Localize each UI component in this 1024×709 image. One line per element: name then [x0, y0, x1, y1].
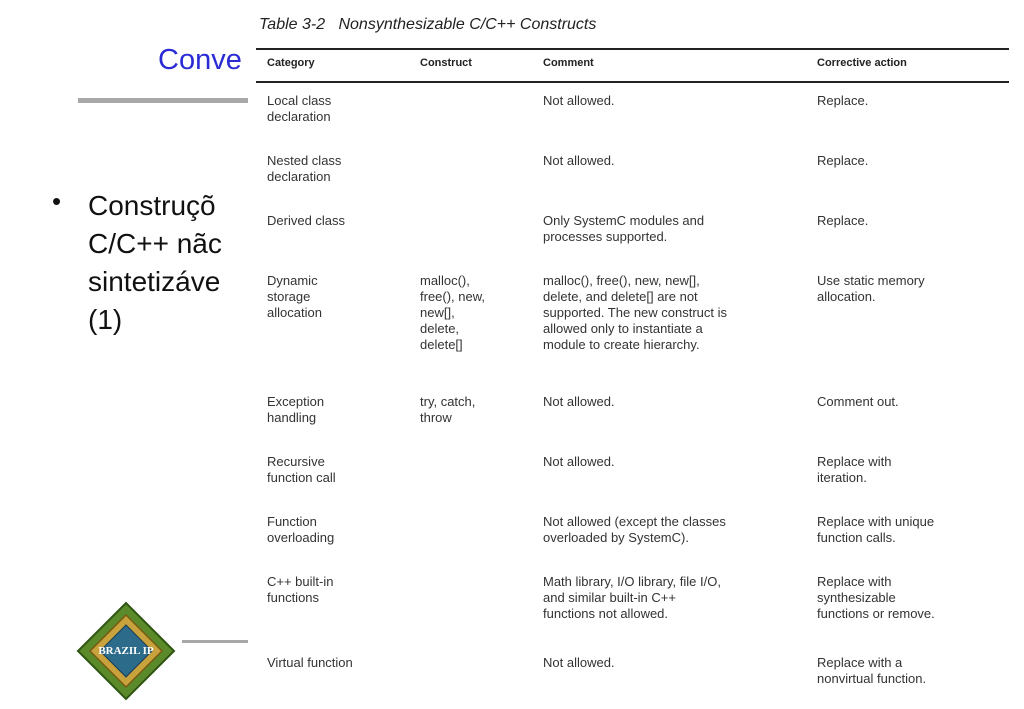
cell-corrective-action: Replace with unique function calls. [817, 514, 935, 545]
table-panel [248, 0, 1024, 709]
cell-category: Local class declaration [267, 93, 332, 124]
cell-category: Derived class [267, 213, 346, 228]
cell-corrective-action: Replace. [817, 93, 869, 108]
cell-comment: Only SystemC modules and processes supported. [543, 213, 705, 244]
brazil-ip-logo [76, 601, 176, 701]
cell-category: C++ built-in functions [267, 574, 334, 605]
table-header-rule [256, 81, 1009, 83]
cell-comment: Not allowed. [543, 394, 615, 409]
cell-comment: Not allowed. [543, 93, 615, 108]
cell-construct: try, catch, throw [420, 394, 476, 425]
cell-comment: Not allowed (except the classes overloaded by SystemC). [543, 514, 726, 545]
cell-category: Virtual function [267, 655, 353, 670]
table-top-rule [256, 48, 1009, 50]
cell-comment: malloc(), free(), new, new[], delete, and delete[] are not supported. The new construct is allowed only to instantiate a module to create hierarchy. [543, 273, 728, 352]
cell-corrective-action: Replace. [817, 153, 869, 168]
cell-comment: Not allowed. [543, 655, 615, 670]
slide-title: Conve [158, 44, 242, 76]
cell-category: Function overloading [267, 514, 335, 545]
cell-category: Dynamic storage allocation [267, 273, 322, 320]
cell-category: Exception handling [267, 394, 325, 425]
cell-category: Nested class declaration [267, 153, 342, 184]
cell-corrective-action: Replace with a nonvirtual function. [817, 655, 927, 686]
cell-corrective-action: Replace. [817, 213, 869, 228]
cell-comment: Not allowed. [543, 454, 615, 469]
table-caption: Table 3-2 Nonsynthesizable C/C++ Constructs [259, 16, 597, 33]
header-category: Category [267, 57, 315, 69]
header-corrective-action: Corrective action [817, 57, 907, 69]
cell-corrective-action: Comment out. [817, 394, 899, 409]
cell-corrective-action: Replace with synthesizable functions or remove. [817, 574, 935, 621]
cell-corrective-action: Use static memory allocation. [817, 273, 925, 304]
cell-category: Recursive function call [267, 454, 336, 485]
header-construct: Construct [420, 57, 472, 69]
header-comment: Comment [543, 57, 594, 69]
cell-construct: malloc(), free(), new, new[], delete, delete[] [420, 273, 486, 352]
logo-text: BRAZIL IP [98, 645, 154, 657]
cell-comment: Math library, I/O library, file I/O, and similar built-in C++ functions not allowed. [543, 574, 721, 621]
bullet-marker: • [52, 186, 62, 216]
bullet-text: Construçõ C/C++ nãc sintetizáve (1) [88, 190, 222, 335]
cell-corrective-action: Replace with iteration. [817, 454, 892, 485]
cell-comment: Not allowed. [543, 153, 615, 168]
